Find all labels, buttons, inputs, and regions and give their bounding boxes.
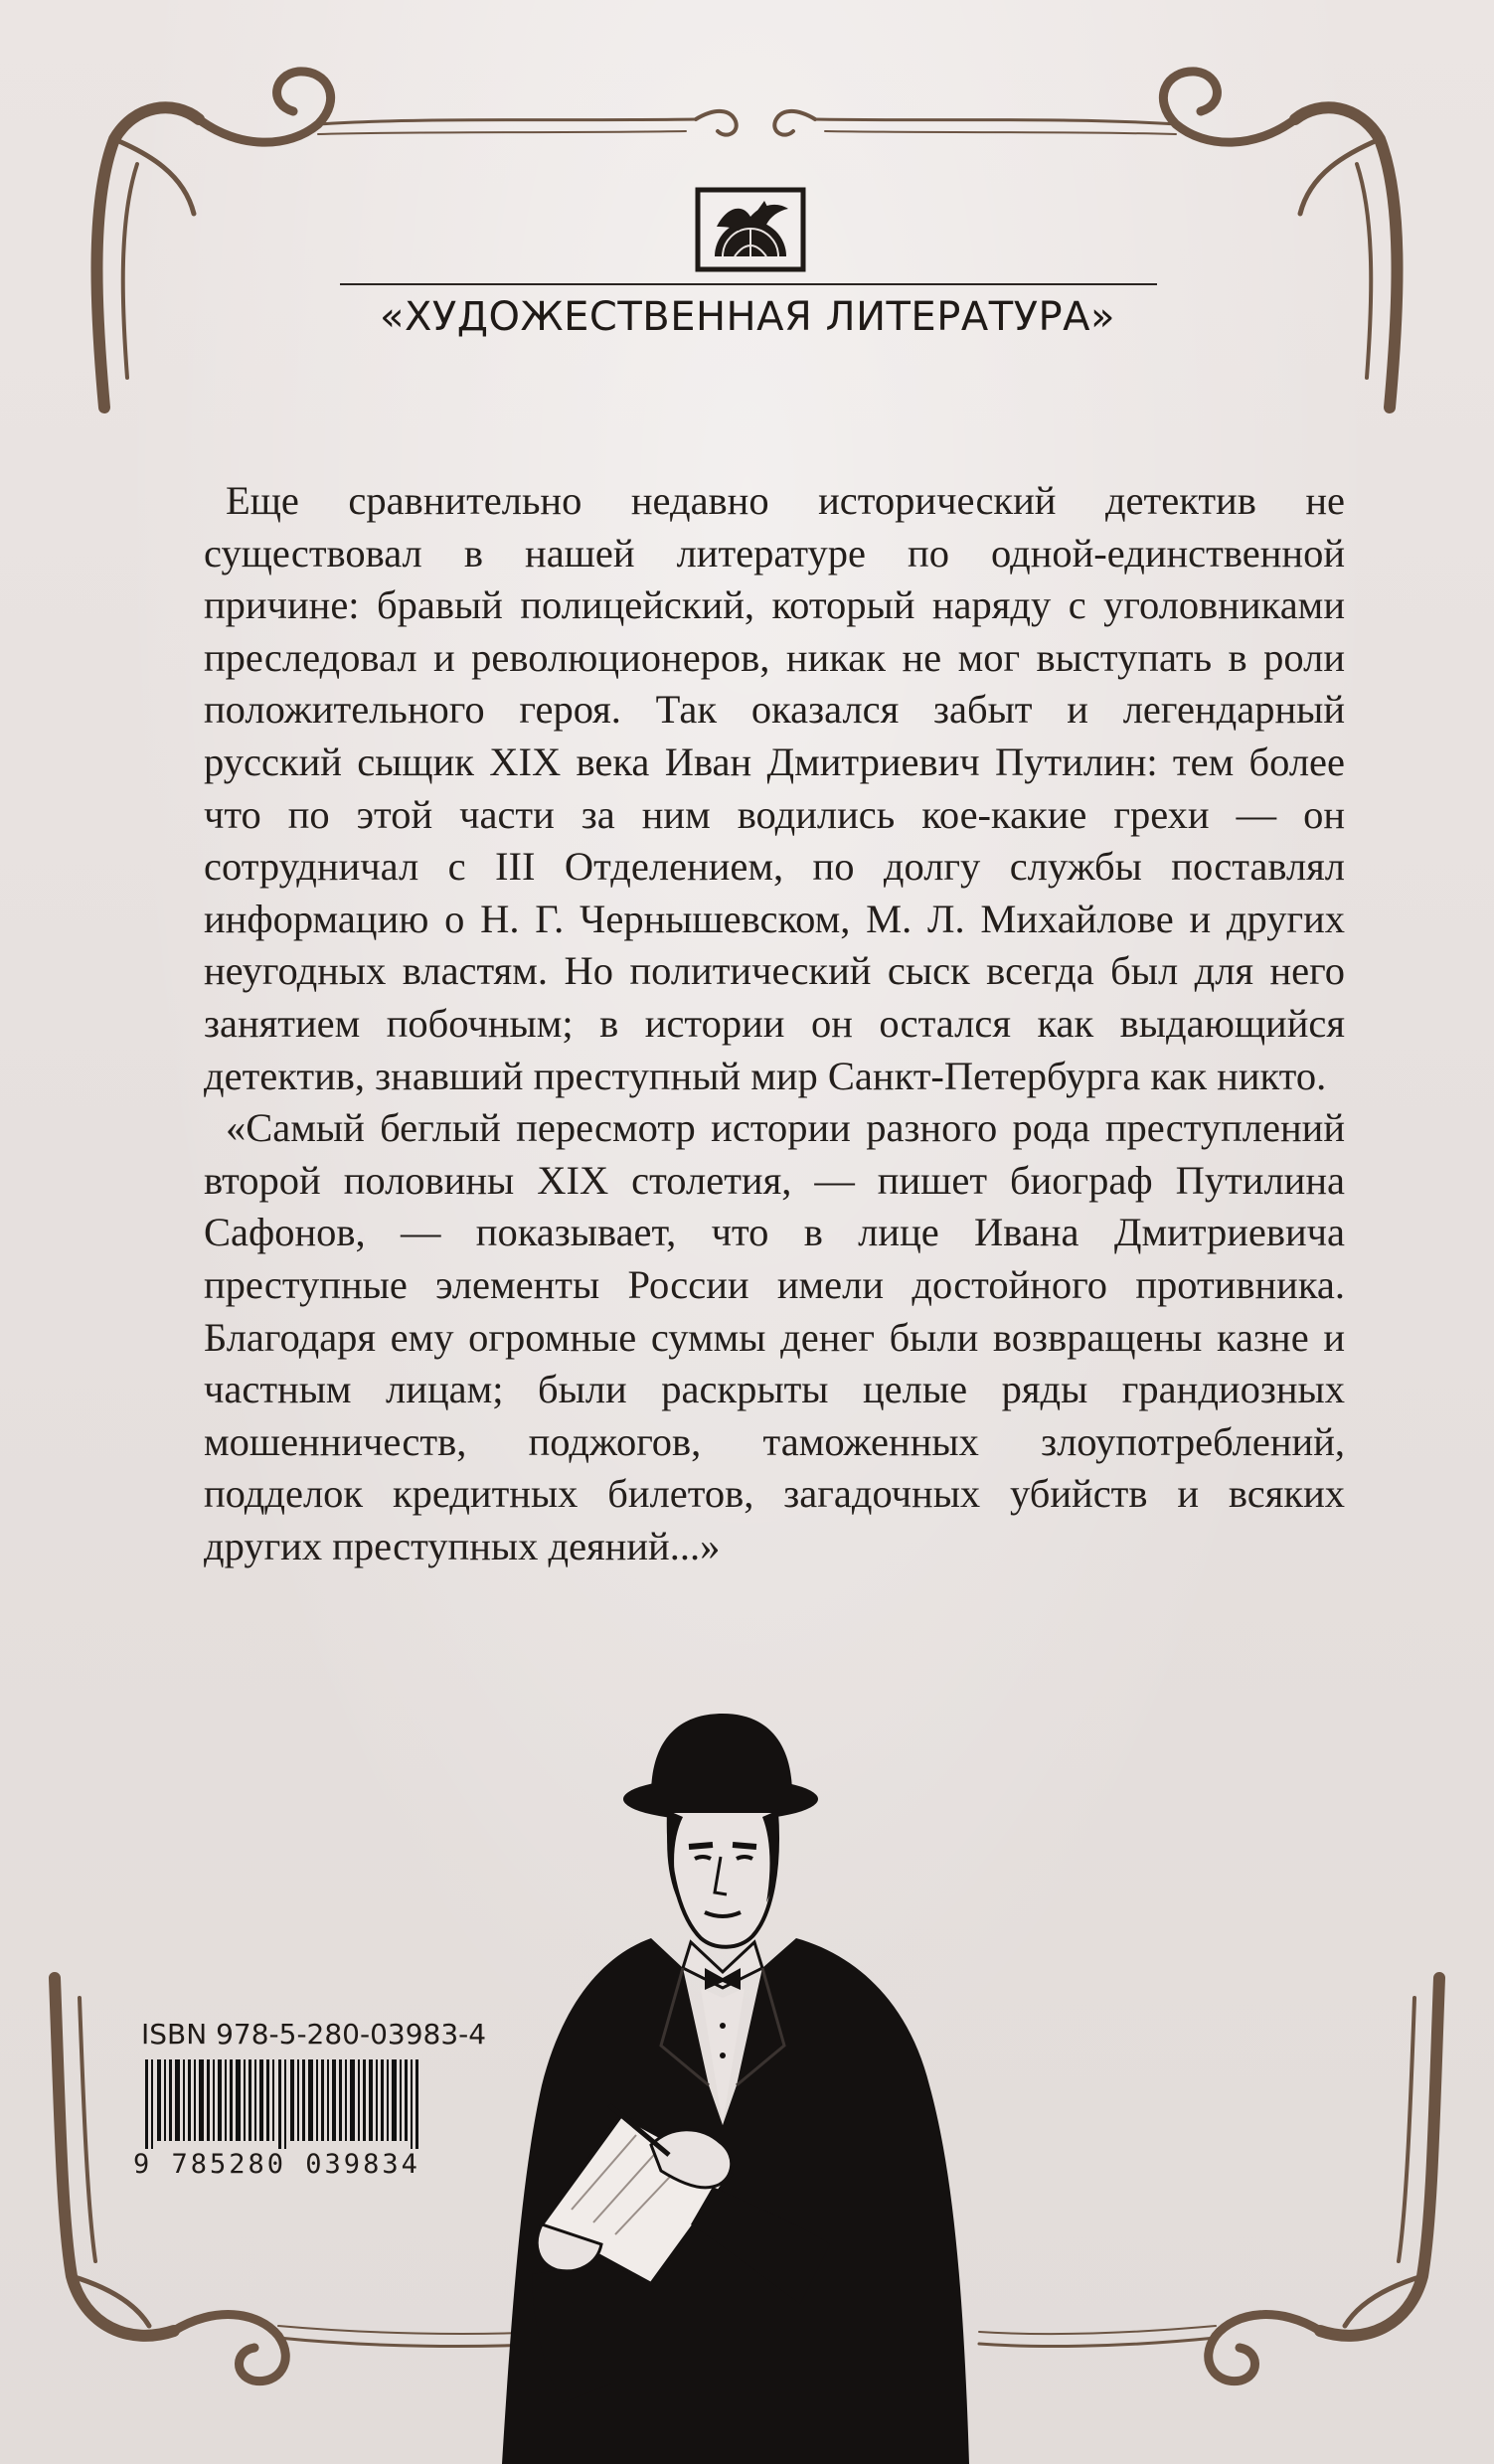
isbn-label: ISBN 978-5-280-03983-4 xyxy=(141,2018,487,2051)
detective-in-bowler-hat-writing-icon xyxy=(502,1708,969,2464)
barcode-digits: 9 785280 039834 xyxy=(133,2149,420,2180)
series-divider xyxy=(340,283,1157,285)
barcode xyxy=(145,2059,418,2149)
annotation-paragraph: Еще сравнительно недавно исторический детектив не существовал в нашей литературе по одной-единственной причине: бравый полицейский, который наряду с уголовниками преследовал и революционеров, никак не мог выступать в роли положительного героя. Так оказался забыт и легендарный русский сыщик XIX века Иван Дмитриевич Путилин: тем более что по этой части за ним водились кое-какие грехи — он сотрудничал с III Отделением, по долгу службы поставлял информацию о Н. Г. Чернышевском, М. Л. Михайлове и других неугодных властям. Но политический сыск всегда был для него занятием побочным; в истории он остался как выдающийся детектив, знавший преступный мир Санкт-Петербурга как никто. xyxy=(204,478,1345,1098)
series-title: «ХУДОЖЕСТВЕННАЯ ЛИТЕРАТУРА» xyxy=(380,294,1115,340)
annotation-text xyxy=(204,475,1345,1572)
annotation-paragraph: «Самый беглый пересмотр истории разного рода преступлений второй половины XIX столетия, — пишет биограф Путилина Сафонов, — показывает, что в лице Ивана Дмитриевича преступные элементы России имели достойного противника. Благодаря ему огромные суммы денег были возвращены казне и частным лицам; были раскрыты целые ряды грандиозных мошенничеств, поджогов, таможенных злоупотреблений, подделок кредитных билетов, загадочных убийств и всяких других преступных деяний...» xyxy=(204,1105,1345,1568)
pegasus-globe-logo-icon xyxy=(695,187,806,272)
